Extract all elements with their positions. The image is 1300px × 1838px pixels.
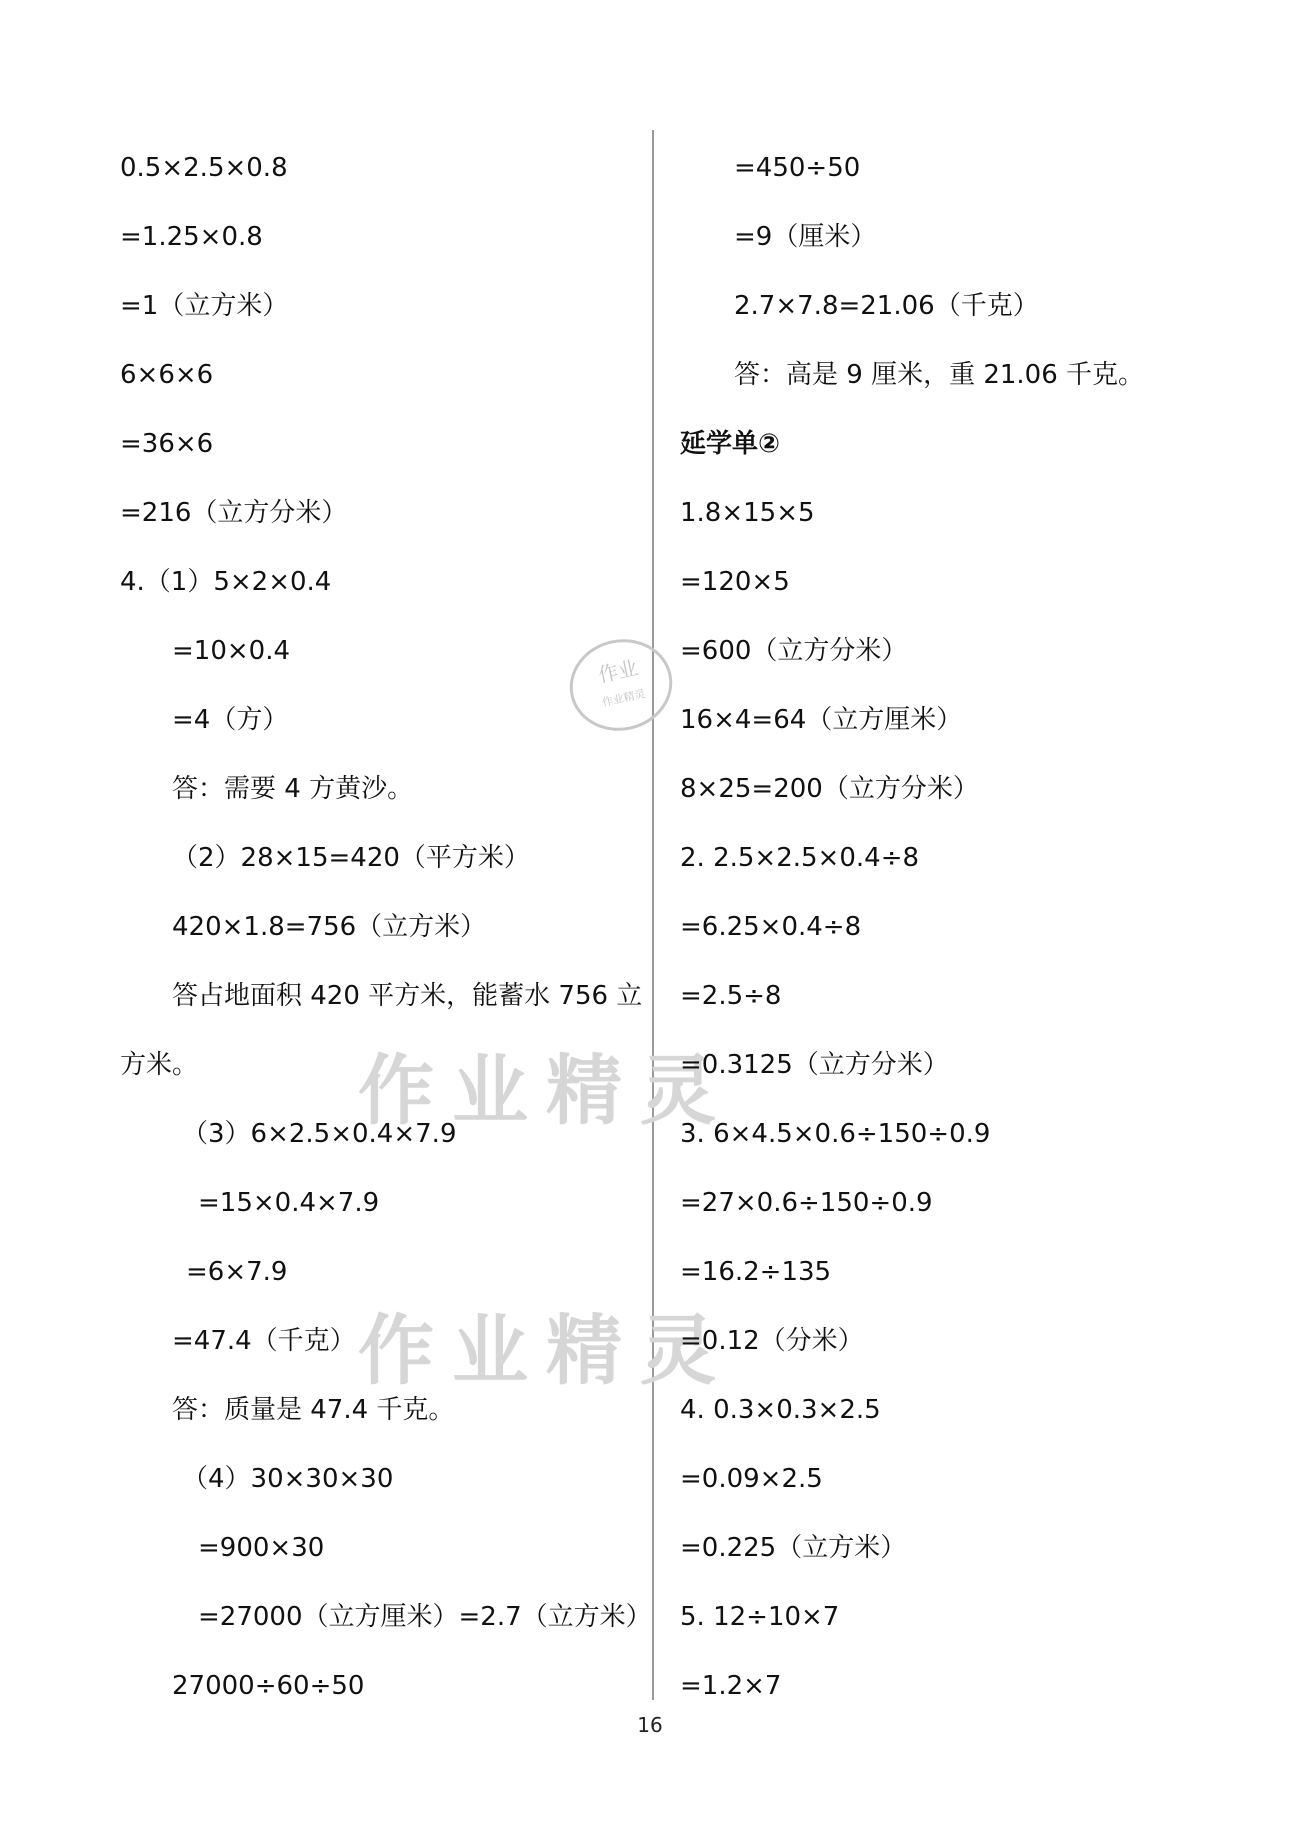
line: 方米。 [120,1050,199,1080]
line: =1.25×0.8 [120,222,263,252]
line: =450÷50 [734,153,861,183]
line: =15×0.4×7.9 [198,1188,380,1218]
line: =36×6 [120,429,214,459]
line: （4）30×30×30 [182,1464,394,1494]
line: 答：质量是 47.4 千克。 [172,1395,455,1425]
page-number: 16 [637,1713,663,1737]
line: 3. 6×4.5×0.6÷150÷0.9 [680,1119,991,1149]
seal-subtext: 作业精灵 [600,687,647,710]
line: =0.3125（立方分米） [680,1050,949,1080]
line: 1.8×15×5 [680,498,815,528]
line: 27000÷60÷50 [172,1671,365,1701]
line: =6×7.9 [186,1257,288,1287]
line: =47.4（千克） [172,1326,356,1356]
line: =216（立方分米） [120,498,348,528]
line: =900×30 [198,1533,325,1563]
line: =0.225（立方米） [680,1533,907,1563]
line: （2）28×15=420（平方米） [172,843,530,873]
section-heading: 延学单② [680,429,781,459]
line: 6×6×6 [120,360,214,390]
line: =120×5 [680,567,790,597]
line: 答占地面积 420 平方米，能蓄水 756 立 [172,981,643,1011]
line: 16×4=64（立方厘米） [680,705,963,735]
line: =0.12（分米） [680,1326,864,1356]
line: 8×25=200（立方分米） [680,774,979,804]
line: =0.09×2.5 [680,1464,823,1494]
line: 2. 2.5×2.5×0.4÷8 [680,843,920,873]
line: =27000（立方厘米）=2.7（立方米） [198,1602,652,1632]
line: 420×1.8=756（立方米） [172,912,487,942]
line: =600（立方分米） [680,636,908,666]
watermark-seal-icon [556,620,686,750]
line: =9（厘米） [734,222,877,252]
line: =16.2÷135 [680,1257,832,1287]
watermark-upper: 作业精灵 [358,1046,734,1135]
seal-text: 作业 [596,655,641,688]
line: 答：需要 4 方黄沙。 [172,774,414,804]
line: 4.（1）5×2×0.4 [120,567,332,597]
line: 5. 12÷10×7 [680,1602,840,1632]
line: 4. 0.3×0.3×2.5 [680,1395,881,1425]
line: =4（方） [172,705,289,735]
line: =1.2×7 [680,1671,782,1701]
line: （3）6×2.5×0.4×7.9 [182,1119,457,1149]
line: =2.5÷8 [680,981,782,1011]
line: =6.25×0.4÷8 [680,912,862,942]
line: 0.5×2.5×0.8 [120,153,288,183]
line: 答：高是 9 厘米，重 21.06 千克。 [734,360,1145,390]
column-divider [652,130,654,1700]
watermark-lower: 作业精灵 [358,1306,734,1395]
line: 2.7×7.8=21.06（千克） [734,291,1039,321]
line: =27×0.6÷150÷0.9 [680,1188,933,1218]
line: =10×0.4 [172,636,291,666]
line: =1（立方米） [120,291,289,321]
